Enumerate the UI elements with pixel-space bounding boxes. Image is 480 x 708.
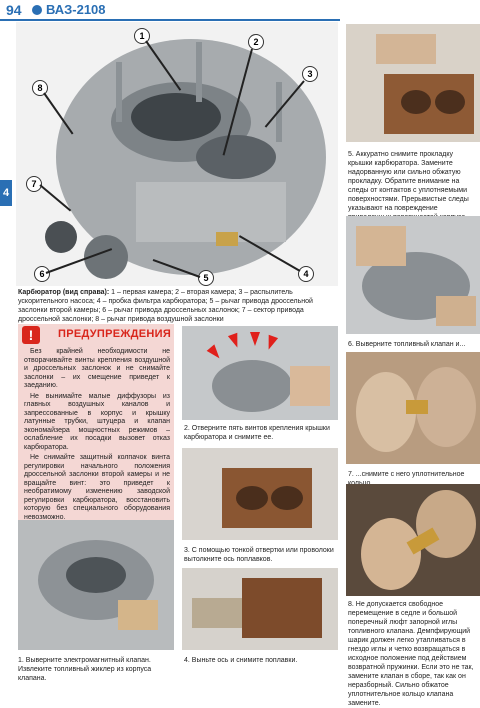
step-5-photo [346,24,480,142]
book-title: ВАЗ-2108 [46,2,106,17]
callout-7: 7 [26,176,42,192]
warning-paragraph: Не снимайте защитный колпачок винта регулировки начального положения дроссельной заслонки второй камеры и не вращайте винт: это приведет к необратимому изменению заводской регулировки карбюратора, восстановить которую без специального оборудования невозможно. [24,454,170,521]
step-1-text: 1. Выверните электромагнитный клапан. Извлеките топливный жиклер из корпуса клапана. [18,657,152,682]
callout-8: 8 [32,80,48,96]
warning-paragraph: Не вынимайте малые диффузоры из главных воздушных каналов и запрессованные в корпус и крышку латунные трубки, штуцера и клапан экономайзера мощностных режимов – ослабление их посадки вызовет отказ карбюратора. [24,392,170,451]
step-7-illustration [346,352,480,464]
step-7-text: 7. ...снимите с него уплотнительное [348,471,465,478]
callout-3: 3 [302,66,318,82]
callout-2: 2 [248,34,264,50]
step-5-text: 5. Аккуратно снимите прокладку крышки карбюратора. Замените надорванную или сильно обжатую прокладку. Обратите внимание на следы от контактов с уплотняемыми поверхностями. Прерывистые следы указывают на повреждение [348,151,469,212]
step-6-text: 6. Выверните топливный клапан и... [348,341,466,348]
step-3-illustration [182,448,338,540]
step-8-photo [346,484,480,596]
step-3-photo [182,448,338,540]
warning-box [18,324,174,540]
step-2-text: 2. Отверните пять винтов крепления крышки карбюратора и снимите ее. [184,425,330,441]
step-4-text: 4. Выньте ось и снимите поплавки. [184,657,298,664]
step-2-illustration [182,326,338,420]
step-6-illustration [346,216,480,334]
exclamation-icon: ! [22,326,40,344]
step-6-photo [346,216,480,334]
callout-1: 1 [134,28,150,44]
carburetor-photo [16,22,338,286]
step-5-illustration [346,24,480,142]
figure-caption [18,288,338,324]
caption-text: 1 – первая камера; 2 – вторая камера; 3 – распылитель ускорительного насоса; 4 – пробка фильтра карбюратора; 5 – рычаг привода дроссельной заслонки второй камеры; 6 – рычаг привода дроссельных заслонок; 7 – сектор привода дроссельной заслонки; 8 – рычаг привода воздушной заслонки [18,289,313,323]
warning-title: ПРЕДУПРЕЖДЕНИЯ [58,328,172,340]
section-tab: 4 [0,180,12,206]
red-arrow-icon [250,332,260,346]
step-1-photo [18,520,174,650]
step-4-illustration [182,568,338,650]
step-1-illustration [18,520,174,650]
step-8-illustration [346,484,480,596]
page-number: 94 [6,2,22,18]
warning-paragraph: Без крайней необходимости не отворачивайте винты крепления воздушной и дроссельных заслонок и не снимайте заслонки – их смещение приведет к заеданию. [24,348,170,389]
header-bullet-icon [32,5,42,15]
header-rule [0,19,340,21]
step-4-photo [182,568,338,650]
warning-header [18,324,174,346]
step-2-photo [182,326,338,420]
callout-4: 4 [298,266,314,282]
callout-6: 6 [34,266,50,282]
callout-5: 5 [198,270,214,286]
step-8-text: 8. Не допускается свободное перемещение в седле и большой поперечный люфт запорной иглы топливного клапана. Демпфирующий шарик должен легко утапливаться в гнездо иглы и четко возвращаться в исходное положение под действием возвратной пружинки. Если это не так, замените клапан в сборе, так как он неразборный. Сильно обжатое уплотнительное кольцо клапана замените. [348,601,474,707]
step-3-text: 3. С помощью тонкой отвертки или проволоки вытолкните ось поплавков. [184,547,334,563]
step-7-photo [346,352,480,464]
caption-title: Карбюратор (вид справа): [18,289,110,296]
warning-text [24,348,170,524]
page-header [0,0,480,22]
carburetor-illustration [16,22,338,286]
